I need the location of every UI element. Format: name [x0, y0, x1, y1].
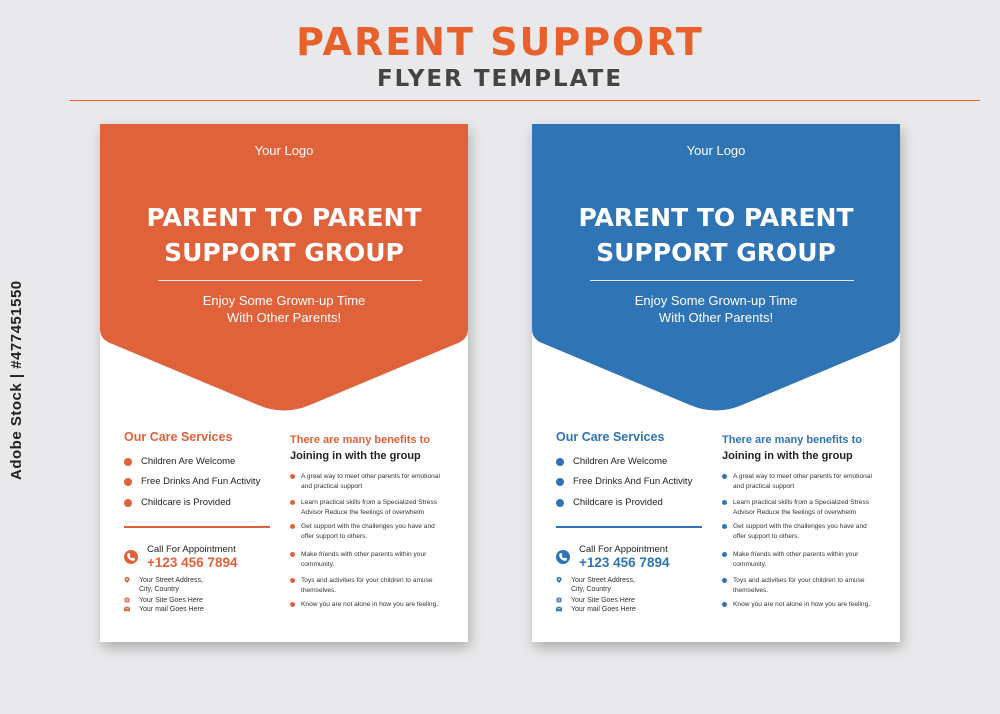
benefit-line: and practical support [301, 483, 363, 490]
flyer-card [100, 124, 468, 642]
bullet-dot-icon [124, 499, 132, 507]
bullet-dot-icon [722, 602, 727, 607]
benefits-title-line: There are many benefits to [290, 434, 430, 446]
bullet-dot-icon [556, 458, 564, 466]
service-item [556, 456, 667, 467]
benefit-line: Make friends with other parents within your [733, 551, 859, 558]
bullet-dot-icon [290, 578, 295, 583]
address-text [139, 576, 203, 594]
mail-text: Your mail Goes Here [571, 606, 636, 613]
benefit-text [733, 472, 893, 492]
service-item [556, 476, 692, 487]
address-line: City, Country [139, 586, 179, 593]
benefit-text [733, 522, 893, 542]
tagline-line: With Other Parents! [658, 310, 774, 325]
page-title: PARENT SUPPORT [296, 20, 704, 64]
service-label: Free Drinks And Fun Activity [141, 476, 261, 487]
services-divider [124, 526, 270, 528]
logo-placeholder: Your Logo [254, 143, 314, 158]
benefit-line: A great way to meet other parents for emotional [733, 473, 872, 480]
call-label: Call For Appointment [579, 544, 668, 555]
benefit-line: Get support with the challenges you have and [301, 523, 435, 530]
tagline-line: Enjoy Some Grown-up Time [202, 293, 366, 308]
phone-icon [124, 550, 138, 564]
service-label: Free Drinks And Fun Activity [573, 476, 693, 487]
benefit-line: themselves. [733, 587, 769, 594]
benefit-text [301, 600, 461, 610]
benefit-text [733, 576, 893, 596]
service-item [124, 497, 231, 508]
benefit-line: A great way to meet other parents for emotional [301, 473, 440, 480]
location-pin-icon [556, 577, 562, 583]
benefit-text [301, 498, 461, 518]
benefits-title [722, 432, 862, 464]
headline-line: PARENT TO PARENT [578, 203, 854, 232]
service-item [124, 476, 260, 487]
bullet-dot-icon [556, 478, 564, 486]
bullet-dot-icon [290, 552, 295, 557]
bullet-dot-icon [722, 524, 727, 529]
benefit-line: offer support to others. [733, 533, 800, 540]
benefit-line: community. [301, 561, 335, 568]
site-text: Your Site Goes Here [571, 597, 635, 604]
headline-line: SUPPORT GROUP [164, 238, 404, 267]
service-label: Children Are Welcome [141, 456, 236, 467]
tagline-line: Enjoy Some Grown-up Time [634, 293, 798, 308]
phone-number: +123 456 7894 [579, 555, 670, 570]
tagline-line: With Other Parents! [226, 310, 342, 325]
benefit-text [733, 550, 893, 570]
service-item [124, 456, 235, 467]
bullet-dot-icon [556, 499, 564, 507]
benefits-title-line: There are many benefits to [722, 434, 862, 446]
headline-divider [590, 280, 854, 281]
benefit-line: Toys and activities for your children to amuse [733, 577, 865, 584]
logo-placeholder: Your Logo [686, 143, 746, 158]
headline-divider [158, 280, 422, 281]
tagline [100, 292, 468, 326]
address-line: City, Country [571, 586, 611, 593]
services-title: Our Care Services [556, 430, 665, 444]
benefit-text [733, 600, 893, 610]
mail-icon [556, 606, 562, 612]
headline-line: PARENT TO PARENT [146, 203, 422, 232]
bullet-dot-icon [722, 578, 727, 583]
benefit-line: offer support to others. [301, 533, 368, 540]
benefits-title [290, 432, 430, 464]
bullet-dot-icon [290, 524, 295, 529]
benefit-line: Get support with the challenges you have and [733, 523, 867, 530]
bullet-dot-icon [722, 500, 727, 505]
benefit-text [301, 522, 461, 542]
benefit-line: Advisor Reduce the feelings of overwhelm [733, 509, 857, 516]
tagline [532, 292, 900, 326]
benefit-text [301, 550, 461, 570]
address-text [571, 576, 635, 594]
bullet-dot-icon [290, 602, 295, 607]
title-divider [70, 100, 980, 101]
benefit-line: Advisor Reduce the feelings of overwhelm [301, 509, 425, 516]
site-text: Your Site Goes Here [139, 597, 203, 604]
phone-icon [556, 550, 570, 564]
bullet-dot-icon [124, 458, 132, 466]
service-label: Childcare is Provided [573, 497, 663, 508]
bullet-dot-icon [290, 500, 295, 505]
address-line: Your Street Address, [571, 577, 635, 584]
stock-id-text: Adobe Stock | #477451550 [8, 280, 25, 480]
benefit-text [301, 472, 461, 492]
benefit-line: Make friends with other parents within your [301, 551, 427, 558]
benefit-text [301, 576, 461, 596]
bullet-dot-icon [722, 552, 727, 557]
benefit-line: and practical support [733, 483, 795, 490]
benefit-line: themselves. [301, 587, 337, 594]
benefit-line: community. [733, 561, 767, 568]
phone-number: +123 456 7894 [147, 555, 238, 570]
call-label: Call For Appointment [147, 544, 236, 555]
benefit-line: Know you are not alone in how you are feeling. [301, 601, 439, 608]
bullet-dot-icon [290, 474, 295, 479]
page-subtitle: FLYER TEMPLATE [376, 66, 624, 92]
address-line: Your Street Address, [139, 577, 203, 584]
services-title: Our Care Services [124, 430, 233, 444]
globe-icon [556, 597, 562, 603]
benefit-line: Learn practical skills from a Specialized Stress [733, 499, 869, 506]
benefit-text [733, 498, 893, 518]
benefit-line: Know you are not alone in how you are feeling. [733, 601, 871, 608]
headline-line: SUPPORT GROUP [596, 238, 836, 267]
services-divider [556, 526, 702, 528]
flyer-headline [100, 200, 468, 270]
benefits-title-line: Joining in with the group [722, 450, 853, 462]
bullet-dot-icon [722, 474, 727, 479]
mail-text: Your mail Goes Here [139, 606, 204, 613]
globe-icon [124, 597, 130, 603]
flyer-headline [532, 200, 900, 270]
service-item [556, 497, 663, 508]
service-label: Children Are Welcome [573, 456, 668, 467]
bullet-dot-icon [124, 478, 132, 486]
location-pin-icon [124, 577, 130, 583]
service-label: Childcare is Provided [141, 497, 231, 508]
flyer-card [532, 124, 900, 642]
mail-icon [124, 606, 130, 612]
benefits-title-line: Joining in with the group [290, 450, 421, 462]
benefit-line: Learn practical skills from a Specialized Stress [301, 499, 437, 506]
benefit-line: Toys and activities for your children to amuse [301, 577, 433, 584]
